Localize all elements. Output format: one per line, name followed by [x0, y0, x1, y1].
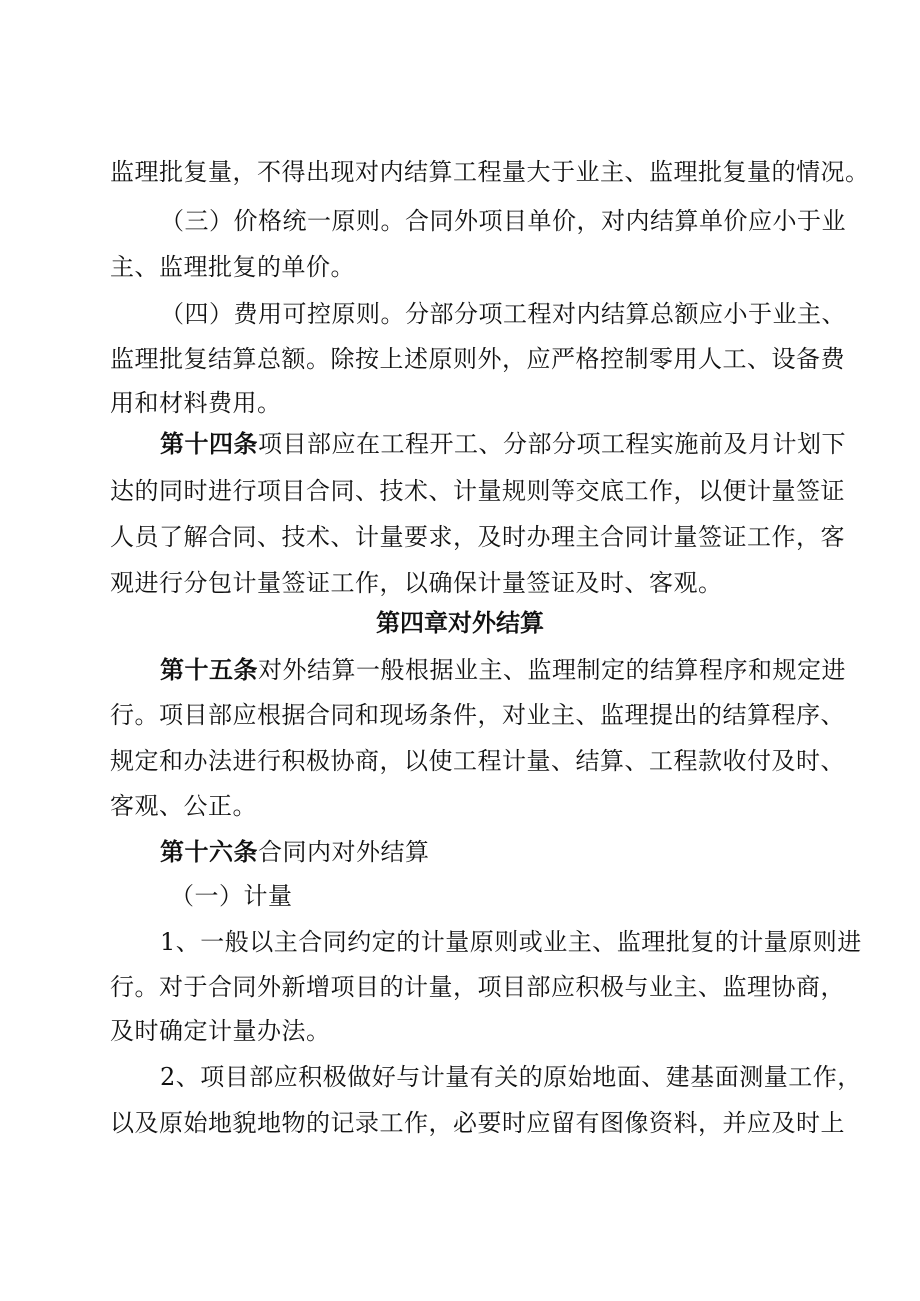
paragraph-line [110, 471, 845, 511]
paragraph-line [110, 517, 845, 557]
line-text: 及时确定计量办法。 [110, 1017, 331, 1045]
line-text: 用和材料费用。 [110, 389, 282, 417]
paragraph-line [110, 339, 845, 379]
line-text: 人员了解合同、技术、计量要求，及时办理主合同计量签证工作，客 [110, 523, 845, 551]
paragraph-line [160, 294, 880, 334]
paragraph-line [160, 201, 880, 241]
paragraph-line [110, 695, 845, 735]
line-text: 监理批复结算总额。除按上述原则外，应严格控制零用人工、设备费 [110, 345, 845, 373]
paragraph-line [110, 741, 845, 781]
line-text: 行。项目部应根据合同和现场条件，对业主、监理提出的结算程序、 [110, 701, 845, 729]
line-text: 主、监理批复的单价。 [110, 253, 355, 281]
line-text: 规定和办法进行积极协商，以使工程计量、结算、工程款收付及时、 [110, 747, 845, 775]
paragraph-line [110, 563, 830, 603]
line-text: 1、一般以主合同约定的计量原则或业主、监理批复的计量原则进 [160, 928, 862, 956]
article-line [160, 424, 880, 464]
paragraph-line [160, 922, 880, 962]
paragraph-line [110, 967, 845, 1007]
paragraph-line [110, 1011, 830, 1051]
article-line [160, 832, 880, 872]
paragraph-line [160, 1057, 880, 1097]
line-text: （四）费用可控原则。分部分项工程对内结算总额应小于业主、 [160, 300, 846, 328]
paragraph-line [110, 247, 830, 287]
line-text: 行。对于合同外新增项目的计量，项目部应积极与业主、监理协商， [110, 973, 845, 1001]
article-line [160, 650, 880, 690]
chapter-heading: 第四章对外结算 [376, 609, 544, 637]
article-number: 第十五条 [160, 655, 258, 684]
line-text: 观进行分包计量签证工作，以确保计量签证及时、客观。 [110, 569, 723, 597]
article-number: 第十六条 [160, 837, 258, 866]
paragraph-line [110, 1103, 845, 1143]
paragraph-line [110, 383, 830, 423]
line-text: 2、项目部应积极做好与计量有关的原始地面、建基面测量工作， [160, 1063, 862, 1091]
line-text: 以及原始地貌地物的记录工作，必要时应留有图像资料，并应及时上 [110, 1109, 845, 1137]
line-text: （一）计量 [170, 882, 293, 910]
paragraph-line [110, 786, 830, 826]
line-text: 客观、公正。 [110, 792, 257, 820]
line-text: 合同内对外结算 [258, 838, 430, 866]
line-text: 项目部应在工程开工、分部分项工程实施前及月计划下 [258, 430, 846, 458]
line-text: （三）价格统一原则。合同外项目单价，对内结算单价应小于业 [160, 207, 846, 235]
line-text: 达的同时进行项目合同、技术、计量规则等交底工作，以便计量签证 [110, 477, 845, 505]
line-text: 对外结算一般根据业主、监理制定的结算程序和规定进 [258, 656, 846, 684]
paragraph-line [110, 152, 870, 192]
article-number: 第十四条 [160, 429, 258, 458]
line-text: 监理批复量，不得出现对内结算工程量大于业主、监理批复量的情况。 [110, 158, 870, 186]
subsection-line [170, 876, 890, 916]
